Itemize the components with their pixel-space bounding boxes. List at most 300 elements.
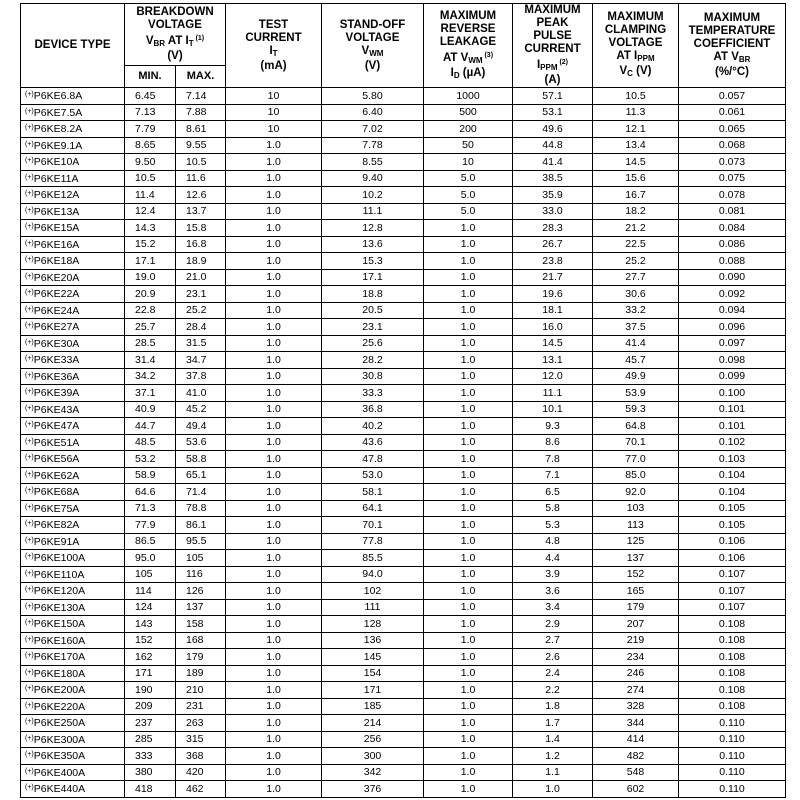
cell-breakdown-max: 25.2	[176, 302, 226, 319]
cell-clamping-voltage: 11.3	[593, 104, 679, 121]
table-row	[21, 451, 786, 468]
cell-temp-coefficient: 0.088	[679, 253, 786, 270]
cell-device-type	[21, 698, 125, 715]
header-device-type-label: DEVICE TYPE	[34, 39, 111, 51]
cell-temp-coefficient: 0.084	[679, 220, 786, 237]
table-row	[21, 154, 786, 171]
cell-clamping-voltage: 41.4	[593, 335, 679, 352]
cell-peak-pulse-current: 19.6	[513, 286, 593, 303]
cell-peak-pulse-current: 2.4	[513, 665, 593, 682]
header-temp-line3: COEFFICIENT	[693, 38, 771, 50]
cell-reverse-leakage: 1.0	[424, 517, 513, 534]
cell-test-current: 1.0	[226, 632, 322, 649]
cell-breakdown-min: 6.45	[125, 88, 176, 105]
cell-device-type	[21, 451, 125, 468]
cell-clamping-voltage: 16.7	[593, 187, 679, 204]
cell-breakdown-min: 418	[125, 781, 176, 798]
table-row	[21, 484, 786, 501]
cell-breakdown-min: 10.5	[125, 170, 176, 187]
cell-standoff-voltage: 5.80	[322, 88, 424, 105]
header-peak-note: (2)	[557, 59, 569, 66]
cell-breakdown-min: 64.6	[125, 484, 176, 501]
cell-device-type	[21, 517, 125, 534]
cell-reverse-leakage: 1.0	[424, 484, 513, 501]
header-temp-at: AT V	[713, 51, 739, 63]
device-name: P6KE100A	[33, 552, 86, 565]
header-breakdown-min	[125, 65, 176, 87]
cell-reverse-leakage: 1.0	[424, 764, 513, 781]
cell-test-current: 10	[226, 88, 322, 105]
table-row	[21, 253, 786, 270]
cell-device-type	[21, 484, 125, 501]
cell-standoff-voltage: 36.8	[322, 401, 424, 418]
device-name: P6KE20A	[33, 271, 80, 284]
cell-breakdown-min: 37.1	[125, 385, 176, 402]
cell-device-type	[21, 253, 125, 270]
header-clamping-line1: MAXIMUM	[607, 11, 664, 23]
prefix-mark: (+)	[25, 322, 34, 330]
header-breakdown-voltage	[125, 4, 226, 66]
cell-peak-pulse-current: 33.0	[513, 203, 593, 220]
cell-temp-coefficient: 0.107	[679, 583, 786, 600]
cell-test-current: 1.0	[226, 368, 322, 385]
cell-peak-pulse-current: 3.6	[513, 583, 593, 600]
cell-clamping-voltage: 152	[593, 566, 679, 583]
header-peak-line3: PULSE	[533, 30, 572, 42]
header-breakdown-symbol	[125, 32, 225, 50]
cell-test-current: 1.0	[226, 451, 322, 468]
header-clamping-condition	[593, 50, 678, 65]
cell-temp-coefficient: 0.103	[679, 451, 786, 468]
cell-breakdown-min: 28.5	[125, 335, 176, 352]
device-name: P6KE440A	[33, 783, 86, 796]
cell-device-type	[21, 385, 125, 402]
cell-clamping-voltage: 18.2	[593, 203, 679, 220]
cell-temp-coefficient: 0.100	[679, 385, 786, 402]
cell-reverse-leakage: 1.0	[424, 533, 513, 550]
cell-peak-pulse-current: 35.9	[513, 187, 593, 204]
device-name: P6KE10A	[33, 156, 80, 169]
table-row	[21, 104, 786, 121]
cell-breakdown-min: 380	[125, 764, 176, 781]
cell-temp-coefficient: 0.107	[679, 599, 786, 616]
cell-test-current: 1.0	[226, 500, 322, 517]
cell-peak-pulse-current: 9.3	[513, 418, 593, 435]
device-name: P6KE30A	[33, 337, 80, 350]
prefix-mark: (+)	[25, 289, 34, 297]
cell-breakdown-max: 7.14	[176, 88, 226, 105]
cell-device-type	[21, 418, 125, 435]
cell-device-type	[21, 616, 125, 633]
header-temperature-coefficient	[679, 4, 786, 88]
prefix-mark: (+)	[25, 784, 34, 792]
cell-test-current: 1.0	[226, 401, 322, 418]
header-standoff-line1: STAND-OFF	[339, 18, 406, 31]
cell-temp-coefficient: 0.068	[679, 137, 786, 154]
cell-peak-pulse-current: 6.5	[513, 484, 593, 501]
cell-device-type	[21, 550, 125, 567]
header-standoff-unit: (V)	[364, 59, 381, 72]
prefix-mark: (+)	[25, 767, 34, 775]
cell-temp-coefficient: 0.098	[679, 352, 786, 369]
cell-test-current: 1.0	[226, 286, 322, 303]
cell-peak-pulse-current: 3.9	[513, 566, 593, 583]
cell-breakdown-min: 171	[125, 665, 176, 682]
cell-reverse-leakage: 1.0	[424, 566, 513, 583]
prefix-mark: (+)	[25, 520, 34, 528]
cell-temp-coefficient: 0.105	[679, 517, 786, 534]
cell-breakdown-max: 11.6	[176, 170, 226, 187]
header-breakdown-max	[176, 65, 226, 87]
cell-temp-coefficient: 0.078	[679, 187, 786, 204]
cell-temp-coefficient: 0.108	[679, 616, 786, 633]
header-peak-sym: I	[536, 59, 541, 71]
cell-peak-pulse-current: 14.5	[513, 335, 593, 352]
cell-reverse-leakage: 1.0	[424, 550, 513, 567]
table-row	[21, 170, 786, 187]
prefix-mark: (+)	[25, 718, 34, 726]
cell-standoff-voltage: 128	[322, 616, 424, 633]
cell-test-current: 1.0	[226, 748, 322, 765]
table-row	[21, 335, 786, 352]
table-row	[21, 88, 786, 105]
cell-device-type	[21, 599, 125, 616]
cell-device-type	[21, 665, 125, 682]
table-row	[21, 649, 786, 666]
header-clamping-unit: (V)	[632, 65, 652, 77]
cell-test-current: 1.0	[226, 781, 322, 798]
cell-reverse-leakage: 1.0	[424, 616, 513, 633]
header-leakage-at: AT V	[442, 51, 469, 64]
table-row	[21, 781, 786, 798]
cell-reverse-leakage: 1.0	[424, 500, 513, 517]
cell-breakdown-max: 23.1	[176, 286, 226, 303]
cell-temp-coefficient: 0.110	[679, 781, 786, 798]
cell-temp-coefficient: 0.101	[679, 401, 786, 418]
device-name: P6KE51A	[33, 436, 80, 449]
header-clamping-sym-sub: C	[627, 69, 633, 78]
cell-clamping-voltage: 30.6	[593, 286, 679, 303]
prefix-mark: (+)	[25, 107, 34, 115]
header-leakage-condition	[424, 49, 512, 67]
prefix-mark: (+)	[25, 470, 34, 478]
cell-breakdown-min: 14.3	[125, 220, 176, 237]
cell-test-current: 1.0	[226, 220, 322, 237]
table-row	[21, 583, 786, 600]
cell-breakdown-max: 116	[176, 566, 226, 583]
prefix-mark: (+)	[25, 437, 34, 445]
cell-peak-pulse-current: 8.6	[513, 434, 593, 451]
prefix-mark: (+)	[25, 487, 34, 495]
cell-device-type	[21, 187, 125, 204]
header-leakage-unit: (µA)	[459, 66, 486, 79]
header-leakage-sym: I	[450, 66, 454, 79]
cell-breakdown-min: 143	[125, 616, 176, 633]
prefix-mark: (+)	[25, 652, 34, 660]
cell-breakdown-min: 31.4	[125, 352, 176, 369]
header-test-line1: TEST	[258, 18, 289, 31]
cell-device-type	[21, 715, 125, 732]
prefix-mark: (+)	[25, 668, 34, 676]
cell-clamping-voltage: 10.5	[593, 88, 679, 105]
header-reverse-leakage	[424, 4, 513, 88]
cell-test-current: 10	[226, 104, 322, 121]
cell-clamping-voltage: 137	[593, 550, 679, 567]
cell-temp-coefficient: 0.081	[679, 203, 786, 220]
header-standoff-line2: VOLTAGE	[345, 31, 400, 44]
header-leakage-line3: LEAKAGE	[439, 35, 497, 48]
cell-device-type	[21, 764, 125, 781]
device-name: P6KE18A	[33, 255, 80, 268]
cell-clamping-voltage: 12.1	[593, 121, 679, 138]
cell-peak-pulse-current: 4.4	[513, 550, 593, 567]
cell-peak-pulse-current: 5.8	[513, 500, 593, 517]
cell-test-current: 1.0	[226, 616, 322, 633]
cell-device-type	[21, 781, 125, 798]
cell-peak-pulse-current: 5.3	[513, 517, 593, 534]
cell-test-current: 1.0	[226, 319, 322, 336]
header-min-label: MIN.	[138, 69, 162, 82]
cell-clamping-voltage: 85.0	[593, 467, 679, 484]
cell-breakdown-max: 41.0	[176, 385, 226, 402]
cell-reverse-leakage: 1.0	[424, 665, 513, 682]
cell-test-current: 1.0	[226, 698, 322, 715]
cell-breakdown-max: 95.5	[176, 533, 226, 550]
cell-device-type	[21, 748, 125, 765]
cell-peak-pulse-current: 7.8	[513, 451, 593, 468]
device-name: P6KE120A	[33, 585, 86, 598]
cell-breakdown-min: 77.9	[125, 517, 176, 534]
header-clamping-line2: CLAMPING	[604, 24, 667, 36]
cell-clamping-voltage: 103	[593, 500, 679, 517]
device-name: P6KE160A	[33, 634, 86, 647]
header-temp-line2: TEMPERATURE	[688, 25, 776, 37]
cell-breakdown-max: 189	[176, 665, 226, 682]
cell-reverse-leakage: 1.0	[424, 401, 513, 418]
cell-peak-pulse-current: 1.2	[513, 748, 593, 765]
cell-clamping-voltage: 13.4	[593, 137, 679, 154]
cell-device-type	[21, 121, 125, 138]
cell-device-type	[21, 170, 125, 187]
table-row	[21, 302, 786, 319]
prefix-mark: (+)	[25, 91, 34, 99]
cell-standoff-voltage: 6.40	[322, 104, 424, 121]
cell-temp-coefficient: 0.108	[679, 632, 786, 649]
cell-temp-coefficient: 0.108	[679, 665, 786, 682]
table-body	[21, 88, 786, 798]
cell-reverse-leakage: 1.0	[424, 269, 513, 286]
cell-standoff-voltage: 64.1	[322, 500, 424, 517]
device-name: P6KE110A	[33, 568, 85, 581]
cell-device-type	[21, 434, 125, 451]
table-row	[21, 566, 786, 583]
table-row	[21, 715, 786, 732]
cell-clamping-voltage: 414	[593, 731, 679, 748]
cell-temp-coefficient: 0.106	[679, 550, 786, 567]
cell-breakdown-min: 152	[125, 632, 176, 649]
device-name: P6KE56A	[33, 453, 80, 466]
prefix-mark: (+)	[25, 190, 34, 198]
cell-temp-coefficient: 0.073	[679, 154, 786, 171]
cell-breakdown-max: 78.8	[176, 500, 226, 517]
prefix-mark: (+)	[25, 388, 34, 396]
prefix-mark: (+)	[25, 272, 34, 280]
cell-reverse-leakage: 5.0	[424, 203, 513, 220]
cell-standoff-voltage: 28.2	[322, 352, 424, 369]
header-breakdown-line2: VOLTAGE	[148, 18, 202, 31]
cell-breakdown-min: 34.2	[125, 368, 176, 385]
table-row	[21, 352, 786, 369]
prefix-mark: (+)	[25, 124, 34, 132]
header-leakage-at-sub: WM	[468, 55, 483, 65]
cell-standoff-voltage: 15.3	[322, 253, 424, 270]
cell-breakdown-max: 28.4	[176, 319, 226, 336]
prefix-mark: (+)	[25, 635, 34, 643]
cell-reverse-leakage: 1.0	[424, 434, 513, 451]
cell-breakdown-max: 53.6	[176, 434, 226, 451]
cell-breakdown-max: 137	[176, 599, 226, 616]
cell-temp-coefficient: 0.104	[679, 467, 786, 484]
cell-temp-coefficient: 0.097	[679, 335, 786, 352]
cell-clamping-voltage: 22.5	[593, 236, 679, 253]
device-name: P6KE75A	[33, 502, 80, 515]
cell-clamping-voltage: 274	[593, 682, 679, 699]
table-row	[21, 467, 786, 484]
cell-clamping-voltage: 77.0	[593, 451, 679, 468]
cell-test-current: 1.0	[226, 154, 322, 171]
cell-breakdown-min: 22.8	[125, 302, 176, 319]
cell-breakdown-min: 12.4	[125, 203, 176, 220]
cell-reverse-leakage: 1.0	[424, 302, 513, 319]
cell-standoff-voltage: 185	[322, 698, 424, 715]
cell-reverse-leakage: 1.0	[424, 385, 513, 402]
cell-temp-coefficient: 0.104	[679, 484, 786, 501]
cell-standoff-voltage: 25.6	[322, 335, 424, 352]
header-breakdown-sym-sub: BR	[153, 38, 166, 48]
cell-breakdown-min: 209	[125, 698, 176, 715]
cell-reverse-leakage: 1.0	[424, 286, 513, 303]
cell-test-current: 1.0	[226, 550, 322, 567]
table-row	[21, 682, 786, 699]
cell-reverse-leakage: 1.0	[424, 731, 513, 748]
cell-breakdown-max: 462	[176, 781, 226, 798]
cell-reverse-leakage: 1.0	[424, 236, 513, 253]
device-name: P6KE15A	[33, 222, 80, 235]
device-name: P6KE16A	[33, 238, 80, 251]
cell-peak-pulse-current: 10.1	[513, 401, 593, 418]
cell-device-type	[21, 104, 125, 121]
header-standoff-symbol	[322, 45, 423, 60]
header-peak-line4: CURRENT	[524, 43, 581, 55]
cell-peak-pulse-current: 1.7	[513, 715, 593, 732]
cell-reverse-leakage: 1.0	[424, 467, 513, 484]
cell-reverse-leakage: 1.0	[424, 451, 513, 468]
prefix-mark: (+)	[25, 569, 34, 577]
header-peak-sym-sub: PPM	[540, 63, 558, 72]
cell-breakdown-min: 7.13	[125, 104, 176, 121]
cell-standoff-voltage: 23.1	[322, 319, 424, 336]
cell-breakdown-min: 71.3	[125, 500, 176, 517]
cell-device-type	[21, 220, 125, 237]
header-clamping-sym: V	[619, 65, 628, 77]
device-name: P6KE13A	[33, 205, 80, 218]
cell-test-current: 1.0	[226, 566, 322, 583]
cell-peak-pulse-current: 11.1	[513, 385, 593, 402]
device-spec-table	[20, 3, 786, 798]
cell-test-current: 1.0	[226, 583, 322, 600]
device-name: P6KE68A	[33, 486, 80, 499]
cell-breakdown-min: 58.9	[125, 467, 176, 484]
cell-reverse-leakage: 1.0	[424, 649, 513, 666]
cell-reverse-leakage: 1.0	[424, 715, 513, 732]
cell-breakdown-max: 13.7	[176, 203, 226, 220]
cell-clamping-voltage: 45.7	[593, 352, 679, 369]
cell-breakdown-max: 10.5	[176, 154, 226, 171]
cell-device-type	[21, 236, 125, 253]
cell-standoff-voltage: 43.6	[322, 434, 424, 451]
table-row	[21, 698, 786, 715]
device-name: P6KE170A	[33, 651, 86, 664]
table-row	[21, 434, 786, 451]
cell-peak-pulse-current: 2.9	[513, 616, 593, 633]
cell-peak-pulse-current: 49.6	[513, 121, 593, 138]
header-peak-line1: MAXIMUM	[524, 4, 581, 16]
cell-peak-pulse-current: 3.4	[513, 599, 593, 616]
prefix-mark: (+)	[25, 404, 34, 412]
cell-breakdown-max: 263	[176, 715, 226, 732]
cell-breakdown-min: 8.65	[125, 137, 176, 154]
cell-reverse-leakage: 1.0	[424, 319, 513, 336]
cell-clamping-voltage: 482	[593, 748, 679, 765]
header-peak-symbol	[513, 56, 592, 74]
device-name: P6KE220A	[33, 700, 86, 713]
cell-peak-pulse-current: 7.1	[513, 467, 593, 484]
cell-test-current: 1.0	[226, 352, 322, 369]
cell-temp-coefficient: 0.110	[679, 731, 786, 748]
header-breakdown-unit: (V)	[167, 49, 183, 62]
header-clamping-at: AT I	[616, 50, 638, 62]
header-breakdown-at-sub: T	[188, 38, 194, 48]
cell-breakdown-max: 12.6	[176, 187, 226, 204]
cell-reverse-leakage: 5.0	[424, 187, 513, 204]
header-leakage-sym-sub: D	[453, 70, 460, 80]
cell-reverse-leakage: 1.0	[424, 632, 513, 649]
header-clamping-voltage	[593, 4, 679, 88]
cell-device-type	[21, 88, 125, 105]
device-name: P6KE350A	[33, 750, 86, 763]
cell-test-current: 1.0	[226, 203, 322, 220]
cell-test-current: 1.0	[226, 236, 322, 253]
device-name: P6KE400A	[33, 766, 86, 779]
prefix-mark: (+)	[25, 173, 34, 181]
header-test-unit: (mA)	[260, 59, 287, 72]
prefix-mark: (+)	[25, 355, 34, 363]
cell-standoff-voltage: 30.8	[322, 368, 424, 385]
header-test-line2: CURRENT	[245, 31, 302, 44]
table-row	[21, 731, 786, 748]
cell-temp-coefficient: 0.110	[679, 715, 786, 732]
cell-standoff-voltage: 77.8	[322, 533, 424, 550]
cell-test-current: 1.0	[226, 269, 322, 286]
device-name: P6KE250A	[33, 717, 86, 730]
cell-device-type	[21, 632, 125, 649]
cell-standoff-voltage: 9.40	[322, 170, 424, 187]
cell-temp-coefficient: 0.099	[679, 368, 786, 385]
cell-breakdown-min: 53.2	[125, 451, 176, 468]
table-row	[21, 220, 786, 237]
cell-clamping-voltage: 328	[593, 698, 679, 715]
cell-temp-coefficient: 0.096	[679, 319, 786, 336]
